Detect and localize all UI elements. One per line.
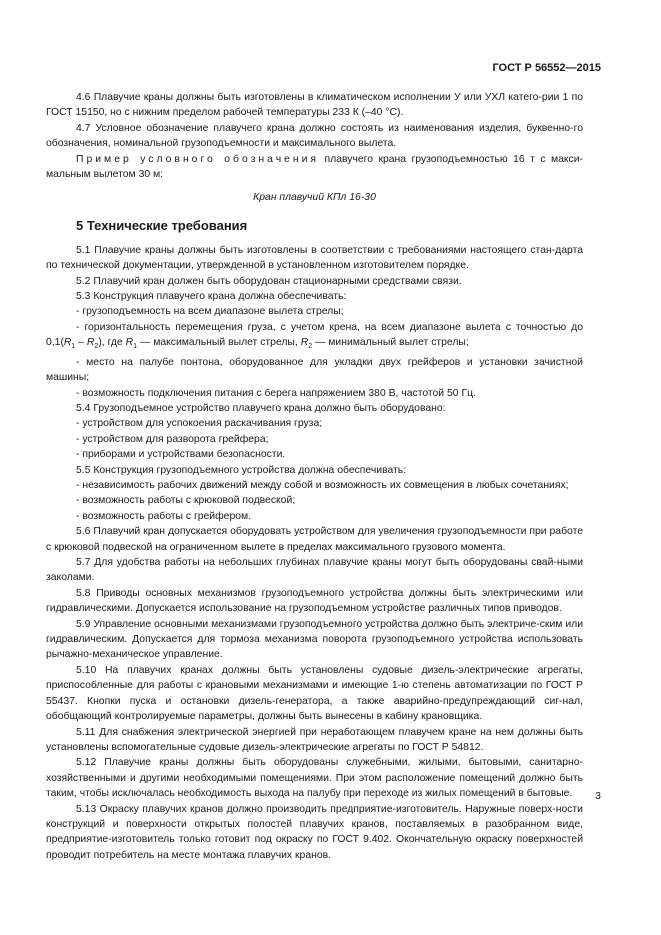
paragraph-5-3: 5.3 Конструкция плавучего крана должна обеспечивать: bbox=[76, 291, 347, 303]
example-label: Пример условного обозначения bbox=[76, 153, 320, 165]
text-span: — минимальный вылет стрелы; bbox=[312, 337, 469, 349]
r1-subscript: 1 bbox=[71, 343, 76, 351]
list-item-5-3-a: - грузоподъемность на всем диапазоне вылета стрелы; bbox=[76, 306, 344, 318]
r1-subscript: 1 bbox=[133, 343, 138, 351]
list-item-5-3-b bbox=[46, 320, 583, 355]
page-content bbox=[46, 90, 583, 863]
text-span: - горизонтальность перемещения груза, с учетом крена, на всем диапазоне вылета с точностью до 0,1( bbox=[46, 321, 583, 349]
paragraph-5-13: 5.13 Окраску плавучих кранов должно производить предприятие-изготовитель. Наружные поверх-ности конструкций и поверхности открытых полостей плавучих кранов, поставляемых в разобранном виде, предприятие-изготовитель только готовит под окраску по ГОСТ 9.402. Окончательную окраску поверхностей проводит потребитель на месте монтажа плавучих кранов. bbox=[46, 803, 583, 861]
r2-subscript: 2 bbox=[308, 343, 313, 351]
document-id: ГОСТ Р 56552—2015 bbox=[492, 62, 601, 74]
r1-symbol: R bbox=[125, 337, 134, 349]
paragraph-4-6: 4.6 Плавучие краны должны быть изготовлены в климатическом исполнении У или УХЛ катего-рии 1 по ГОСТ 15150, но с нижним пределом рабочей температуры 233 К (–40 °С). bbox=[46, 92, 583, 119]
paragraph-4-7: 4.7 Условное обозначение плавучего крана должно состоять из наименования изделия, буквенно-го обозначения, номинальной грузоподъемности и максимального вылета. bbox=[46, 122, 583, 150]
list-item-5-4-b: - устройством для разворота грейфера; bbox=[76, 433, 269, 445]
paragraph-5-7: 5.7 Для удобства работы на небольших глубинах плавучие краны могут быть оборудованы свай-ными заколами. bbox=[46, 557, 583, 584]
list-item-5-4-a: - устройством для успокоения раскачивания груза; bbox=[76, 418, 323, 430]
paragraph-5-12: 5.12 Плавучие краны должны быть оборудованы служебными, жилыми, бытовыми, санитарно-хозяйственными и другими необходимыми помещениями. При этом расположение помещений должно быть таким, чтобы исключалась необходимость выхода на палубу при переходе из жилых помещений в бытовые. bbox=[46, 757, 583, 800]
list-item-5-5-b: - возможность работы с крюковой подвеской; bbox=[76, 495, 296, 507]
paragraph-5-1: 5.1 Плавучие краны должны быть изготовлены в соответствии с требованиями настоящего стан-дарта по технической документации, утвержденной в установленном изготовителем порядке. bbox=[46, 244, 583, 272]
text-span: ), где bbox=[98, 337, 126, 349]
paragraph-5-10: 5.10 На плавучих кранах должны быть установлены судовые дизель-электрические агрегаты, приспособленные для работы с крановыми механизмами и имеющие 1-ю степень автоматизации по ГОСТ Р 55437. Кнопки пуска и остановки дизель-генератора, а также аварийно-предупреждающий сиг-нал, обобщающий контролируемые параметры, должны быть вынесены в кабину крановщика. bbox=[46, 664, 583, 723]
paragraph-example bbox=[46, 152, 583, 183]
example-text: плавучего крана грузоподъемностью 16 т с макси-мальным вылетом 30 м: bbox=[46, 153, 584, 181]
r1-symbol: R bbox=[63, 337, 72, 349]
r2-subscript: 2 bbox=[94, 343, 99, 351]
paragraph-5-4: 5.4 Грузоподъемное устройство плавучего крана должно быть оборудовано: bbox=[76, 402, 446, 414]
paragraph-5-11: 5.11 Для снабжения электрической энергией при неработающем плавучем кране на нем должны быть установлены вспомогательные судовые дизель-электрические агрегаты по ГОСТ Р 54812. bbox=[46, 726, 583, 753]
r2-symbol: R bbox=[86, 337, 95, 349]
text-span: — максимальный вылет стрелы, bbox=[137, 337, 301, 349]
list-item-5-5-a: - независимость рабочих движений между собой и возможность их совмещения в любых сочетаниях; bbox=[76, 480, 569, 492]
list-item-5-4-c: - приборами и устройствами безопасности. bbox=[76, 449, 286, 461]
section-5-title: 5 Технические требования bbox=[76, 217, 248, 233]
list-item-5-3-c: - место на палубе понтона, оборудованное для укладки двух грейферов и установки зачистной машины; bbox=[46, 356, 583, 384]
page-number: 3 bbox=[595, 790, 601, 802]
minus-sign: – bbox=[75, 337, 87, 349]
list-item-5-5-c: - возможность работы с грейфером. bbox=[76, 510, 252, 522]
paragraph-5-9: 5.9 Управление основными механизмами грузоподъемного устройства должно быть электриче-ским или гидравлическим. Допускается для тормоза механизма поворота грузоподъемного устройства использовать рычажно-механическое управление. bbox=[46, 618, 583, 661]
list-item-5-3-d: - возможность подключения питания с берега напряжением 380 В, частотой 50 Гц. bbox=[76, 387, 476, 399]
paragraph-5-2: 5.2 Плавучий кран должен быть оборудован стационарными средствами связи. bbox=[76, 275, 462, 287]
r2-symbol: R bbox=[300, 337, 309, 349]
paragraph-5-5: 5.5 Конструкция грузоподъемного устройства должна обеспечивать: bbox=[76, 464, 407, 476]
paragraph-5-6: 5.6 Плавучий кран допускается оборудовать устройством для увеличения грузоподъемности при работе с крюковой подвеской на ограниченном вылете в пределах максимального грузового момента. bbox=[46, 526, 583, 553]
paragraph-5-8: 5.8 Приводы основных механизмов грузоподъемного устройства должны быть электрическими или гидравлическими. Допускается использование на грузоподъемном устройстве различных типов приводов. bbox=[46, 587, 583, 615]
designation-example: Кран плавучий КПл 16-30 bbox=[253, 192, 376, 204]
